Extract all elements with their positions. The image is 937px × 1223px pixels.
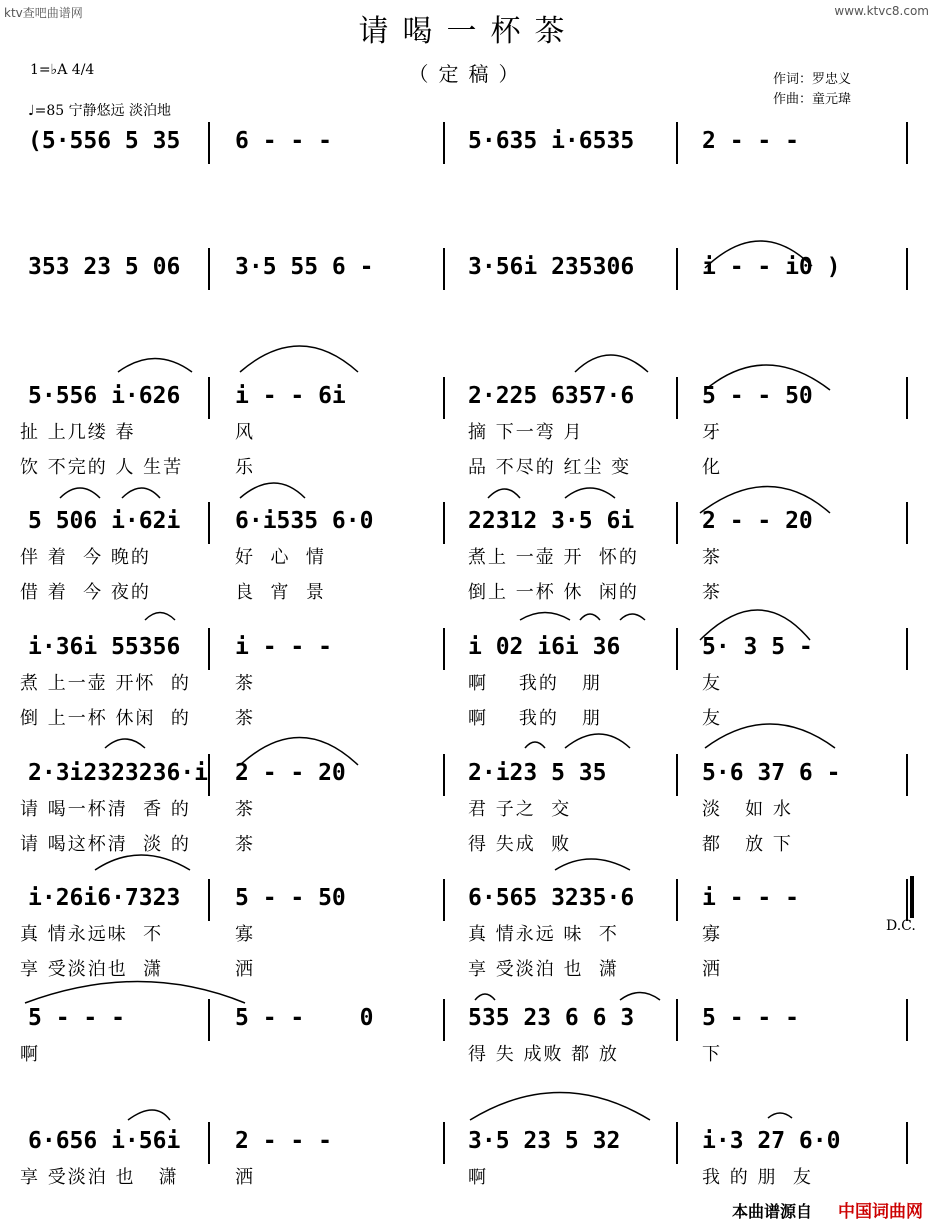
notes-row-4-left: 5 506 i·62i — [28, 508, 181, 534]
lyric-row-4-l1a: 伴 着 今 晚的 — [20, 547, 151, 568]
lyric-row-3-l2a: 饮 不完的 人 生苦 — [20, 457, 184, 478]
notes-row-5-left: i·36i 55356 — [28, 634, 181, 660]
lyric-row-6-l1a: 请 喝一杯清 香 的 — [20, 799, 191, 820]
lyric-row-7-l1b: 寡 — [235, 924, 255, 945]
footer-site: 中国词曲网 — [838, 1202, 923, 1222]
notes-row-3-m4: 5 - - 50 — [702, 383, 813, 409]
lyric-row-7-l2b: 洒 — [235, 959, 255, 980]
footer-source: 本曲谱源自 — [732, 1202, 813, 1221]
notes-row-4-m4: 2 - - 20 — [702, 508, 813, 534]
watermark-left: ktv查吧曲谱网 — [4, 6, 83, 20]
key-signature: 1=♭A 4/4 — [30, 62, 95, 78]
notes-row-7-left: i·26i6·7323 — [28, 885, 181, 911]
lyric-row-5-l2a: 倒 上一杯 休闲 的 — [20, 708, 191, 729]
lyric-row-4-l1b: 好 心 情 — [235, 547, 326, 568]
notes-row-6-m2: 2 - - 20 — [235, 760, 346, 786]
notes-row-3-m2: i - - 6i — [235, 383, 346, 409]
notes-row-1-m2: 6 - - - — [235, 128, 332, 154]
notes-row-2-left: 353 23 5 06 — [28, 254, 181, 280]
lyric-row-9-l1a: 享 受淡泊 也 潇 — [20, 1167, 179, 1188]
notes-row-8-m4: 5 - - - — [702, 1005, 799, 1031]
lyric-row-7-l2a: 享 受淡泊也 潇 — [20, 959, 164, 980]
lyric-row-3-l1c: 摘 下一弯 月 — [468, 422, 584, 443]
notes-row-2-m4: i - - i0 ) — [702, 254, 841, 280]
lyric-row-8-l1a: 啊 — [20, 1044, 40, 1065]
notes-row-6-left: 2·3i2323236·i — [28, 760, 209, 786]
lyric-row-6-l2d: 都 放 下 — [702, 834, 793, 855]
notes-row-6-m4: 5·6 37 6 - — [702, 760, 841, 786]
notes-row-1-m4: 2 - - - — [702, 128, 799, 154]
notes-row-9-left: 6·656 i·56i — [28, 1128, 181, 1154]
lyric-row-9-l1d: 我 的 朋 友 — [702, 1167, 813, 1188]
lyric-row-4-l2a: 借 着 今 夜的 — [20, 582, 151, 603]
notes-row-4-m2: 6·i535 6·0 — [235, 508, 374, 534]
lyric-row-5-l2c: 啊 我的 朋 — [468, 708, 603, 729]
song-title: 请喝一杯茶 — [358, 14, 579, 49]
notes-row-1-right: 5·635 i·6535 — [468, 128, 635, 154]
lyricist-credit: 作词：罗忠义 — [773, 72, 852, 87]
notes-row-2-right: 3·56i 235306 — [468, 254, 635, 280]
lyric-row-5-l2d: 友 — [702, 708, 722, 729]
lyric-row-5-l2b: 茶 — [235, 708, 255, 729]
lyric-row-5-l1b: 茶 — [235, 673, 255, 694]
notes-row-2-m2: 3·5 55 6 - — [235, 254, 374, 280]
notes-row-1-left: (5·556 5 35 — [28, 128, 181, 154]
notes-row-6-right: 2·i23 5 35 — [468, 760, 607, 786]
notes-row-3-left: 5·556 i·626 — [28, 383, 181, 409]
lyric-row-6-l1b: 茶 — [235, 799, 255, 820]
lyric-row-7-l2d: 洒 — [702, 959, 722, 980]
notes-row-8-left: 5 - - - — [28, 1005, 125, 1031]
lyric-row-4-l2d: 茶 — [702, 582, 722, 603]
notes-row-9-m4: i·3 27 6·0 — [702, 1128, 841, 1154]
lyric-row-4-l2c: 倒上 一杯 休 闲的 — [468, 582, 639, 603]
lyric-row-7-l2c: 享 受淡泊 也 潇 — [468, 959, 619, 980]
lyric-row-7-l1d: 寡 — [702, 924, 722, 945]
notes-row-4-right: 22312 3·5 6i — [468, 508, 635, 534]
watermark-right: www.ktvc8.com — [834, 4, 929, 18]
lyric-row-4-l1d: 茶 — [702, 547, 722, 568]
lyric-row-3-l1a: 扯 上几缕 春 — [20, 422, 136, 443]
lyric-row-6-l2a: 请 喝这杯清 淡 的 — [20, 834, 191, 855]
lyric-row-9-l1b: 洒 — [235, 1167, 255, 1188]
lyric-row-3-l1d: 牙 — [702, 422, 722, 443]
lyric-row-7-l1a: 真 情永远味 不 — [20, 924, 164, 945]
lyric-row-5-l1c: 啊 我的 朋 — [468, 673, 603, 694]
lyric-row-6-l1c: 君 子之 交 — [468, 799, 572, 820]
lyric-row-5-l1a: 煮 上一壶 开怀 的 — [20, 673, 191, 694]
notes-row-5-m4: 5· 3 5 - — [702, 634, 813, 660]
tempo-marking: ♩=85 宁静悠远 淡泊地 — [28, 103, 172, 119]
lyric-row-3-l2c: 品 不尽的 红尘 变 — [468, 457, 632, 478]
notes-row-8-m2: 5 - - 0 — [235, 1005, 374, 1031]
notes-row-7-m2: 5 - - 50 — [235, 885, 346, 911]
lyric-row-5-l1d: 友 — [702, 673, 722, 694]
notes-row-5-right: i 02 i6i 36 — [468, 634, 621, 660]
lyric-row-3-l2d: 化 — [702, 457, 722, 478]
notes-row-9-right: 3·5 23 5 32 — [468, 1128, 621, 1154]
notes-row-5-m2: i - - - — [235, 634, 332, 660]
lyric-row-3-l1b: 风 — [235, 422, 255, 443]
notes-row-7-m4: i - - - — [702, 885, 799, 911]
da-capo-mark: D.C. — [886, 918, 916, 934]
lyric-row-6-l1d: 淡 如 水 — [702, 799, 793, 820]
lyric-row-4-l1c: 煮上 一壶 开 怀的 — [468, 547, 639, 568]
lyric-row-3-l2b: 乐 — [235, 457, 255, 478]
lyric-row-6-l2b: 茶 — [235, 834, 255, 855]
notes-row-8-right: 535 23 6 6 3 — [468, 1005, 635, 1031]
lyric-row-4-l2b: 良 宵 景 — [235, 582, 326, 603]
composer-credit: 作曲：童元瑋 — [773, 92, 852, 107]
lyric-row-8-l1d: 下 — [702, 1044, 722, 1065]
lyric-row-6-l2c: 得 失成 败 — [468, 834, 572, 855]
lyric-row-9-l1c: 啊 — [468, 1167, 488, 1188]
notes-row-7-right: 6·565 3235·6 — [468, 885, 635, 911]
song-subtitle: （定稿） — [408, 62, 529, 86]
notes-row-9-m2: 2 - - - — [235, 1128, 332, 1154]
lyric-row-7-l1c: 真 情永远 味 不 — [468, 924, 619, 945]
lyric-row-8-l1c: 得 失 成败 都 放 — [468, 1044, 619, 1065]
notes-row-3-right: 2·225 6357·6 — [468, 383, 635, 409]
